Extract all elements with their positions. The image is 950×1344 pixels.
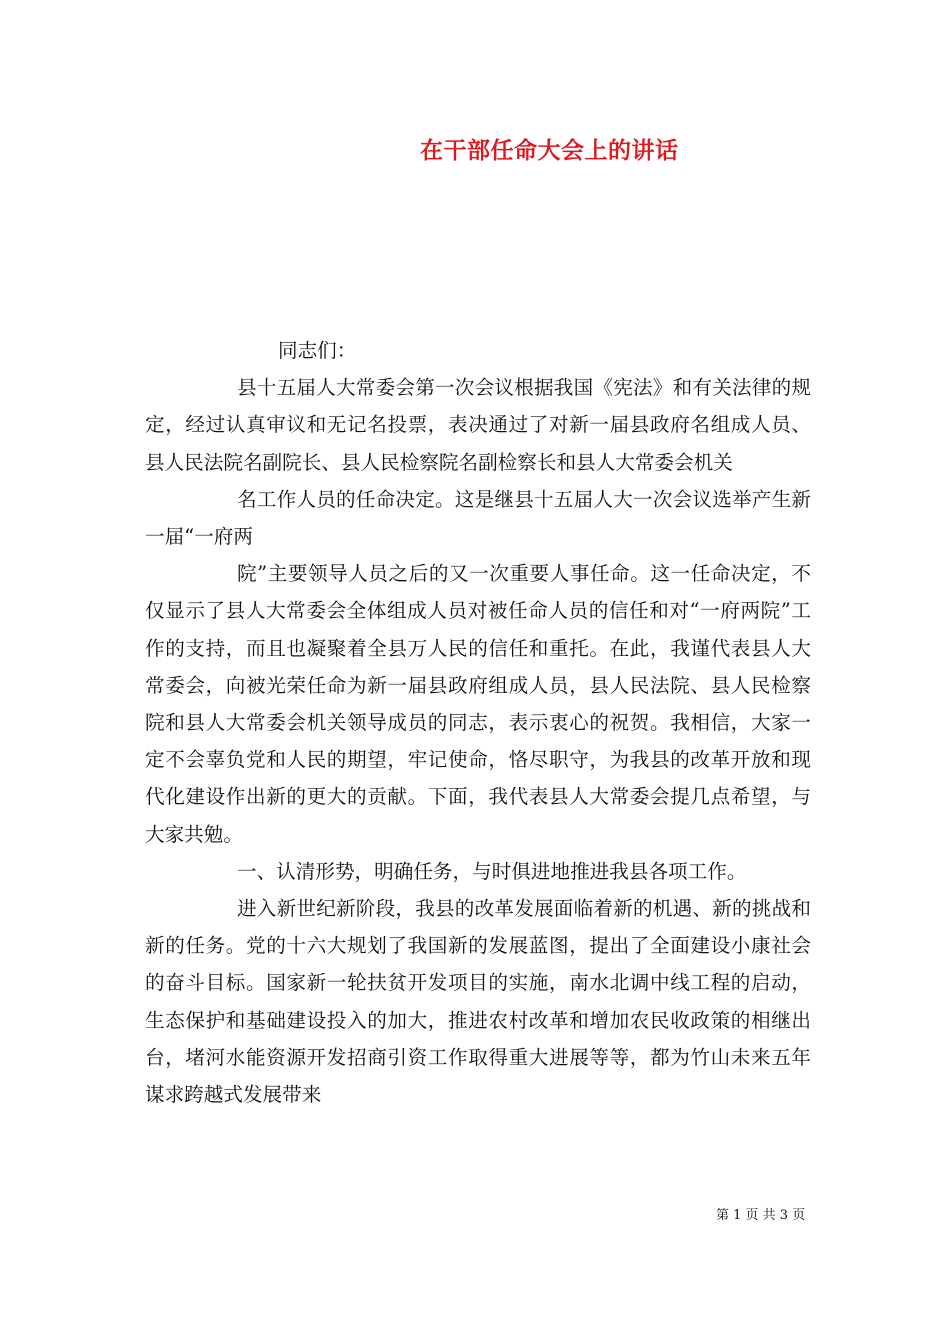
paragraph-1: 县十五届人大常委会第一次会议根据我国《宪法》和有关法律的规定，经过认真审议和无记名投票，表决通过了对新一届县政府名组成人员、县人民法院名副院长、县人民检察院名副检察长和县人大常委会机关 xyxy=(145,376,811,474)
section-heading-1: 一、认清形势，明确任务，与时俱进地推进我县各项工作。 xyxy=(237,859,747,883)
paragraph-3: 院”主要领导人员之后的又一次重要人事任命。这一任命决定，不仅显示了县人大常委会全体组成人员对被任命人员的信任和对“一府两院”工作的支持，而且也凝聚着全县万人民的信任和重托。在此，我谨代表县人大常委会，向被光荣任命为新一届县政府组成人员，县人民法院、县人民检察院和县人大常委会机关领导成员的同志，表示衷心的祝贺。我相信，大家一定不会辜负党和人民的期望，牢记使命，恪尽职守，为我县的改革开放和现代化建设作出新的更大的贡献。下面，我代表县人大常委会提几点希望，与大家共勉。 xyxy=(145,562,811,846)
paragraph-4: 进入新世纪新阶段，我县的改革发展面临着新的机遇、新的挑战和新的任务。党的十六大规划了我国新的发展蓝图，提出了全面建设小康社会的奋斗目标。国家新一轮扶贫开发项目的实施，南水北调中线工程的启动，生态保护和基础建设投入的加大，推进农村改革和增加农民收政策的相继出台，堵河水能资源开发招商引资工作取得重大进展等等，都为竹山未来五年谋求跨越式发展带来 xyxy=(145,897,811,1107)
document-body xyxy=(145,332,811,1113)
paragraph-2: 名工作人员的任命决定。这是继县十五届人大一次会议选举产生新一届“一府两 xyxy=(145,487,811,549)
document-title: 在干部任命大会上的讲话 xyxy=(420,137,679,164)
page-number: 第 1 页 共 3 页 xyxy=(716,1208,806,1223)
salutation: 同志们： xyxy=(278,339,357,362)
